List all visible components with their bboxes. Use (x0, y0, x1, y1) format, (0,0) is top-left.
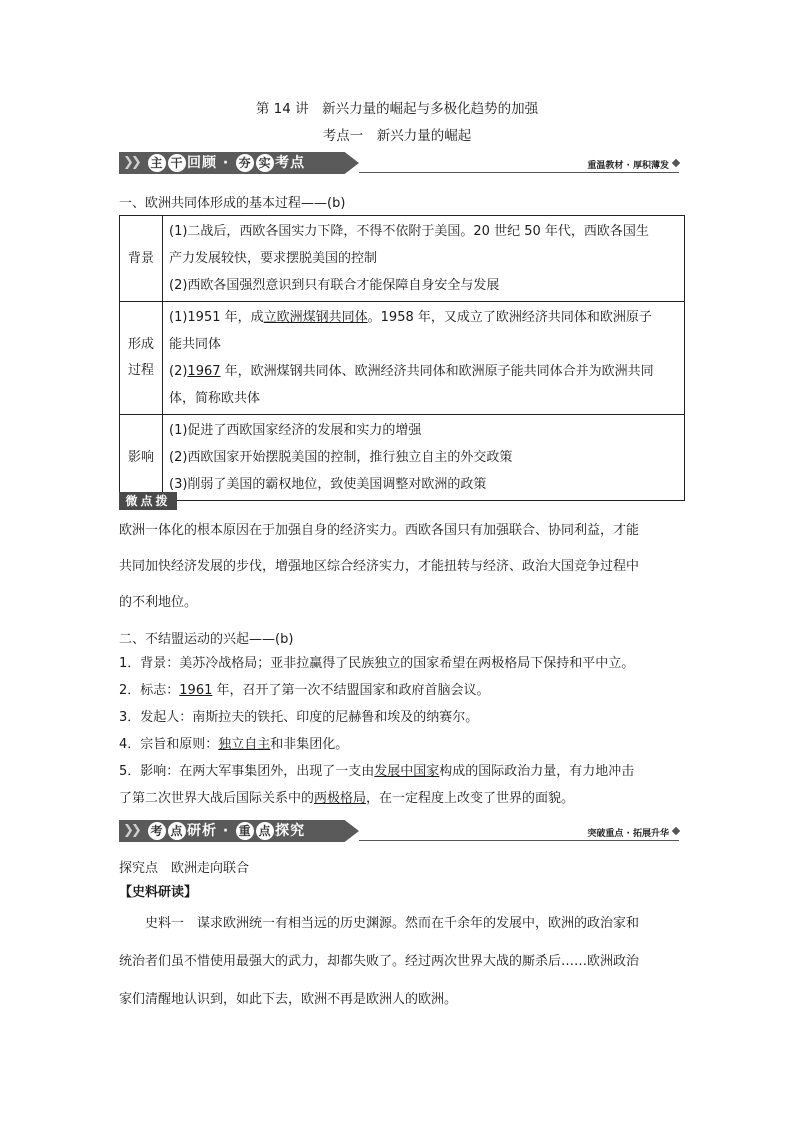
banner-badge: 实 (256, 154, 274, 172)
explore-topic: 探究点 欧洲走向联合 (119, 861, 250, 876)
row-line: 能共同体 (169, 337, 222, 352)
text-part: 构成的国际政治力量，有力地冲击 (439, 764, 635, 779)
label-line: 过程 (127, 363, 154, 378)
list-item (119, 763, 689, 781)
text-part: (2) (169, 364, 188, 379)
banner-rule (359, 840, 679, 841)
source-reading-label: 【史料研读】 (119, 885, 198, 900)
text-part: 年，召开了第一次不结盟国家和政府首脑会议。 (212, 683, 490, 698)
row-label-impact: 影响 (120, 415, 163, 501)
underlined-text: 发展中国家 (374, 764, 440, 779)
row-line: (2)西欧各国强烈意识到只有联合才能保障自身安全与发展 (169, 278, 500, 293)
banner-slogan: 重温教材 · 厚积薄发 (587, 161, 669, 171)
tip-label: 微点拨 (119, 492, 177, 510)
para-line: 统治者们虽不惜使用最强大的武力，却都失败了。经过两次世界大战的厮杀后……欧洲政治 (119, 954, 640, 969)
text-part: 4．宗旨和原则： (119, 737, 219, 752)
table-row (120, 302, 685, 415)
row-line: 体，简称欧共体 (169, 391, 261, 406)
banner-text-part: 研析 (187, 823, 217, 839)
banner-badge: 考 (148, 822, 166, 840)
ec-formation-table (119, 215, 685, 501)
row-line (169, 358, 678, 385)
row-line (169, 304, 678, 331)
list-item (119, 736, 689, 754)
source-paragraph (119, 905, 679, 1019)
text-part: 。1958 年，又成立了欧洲经济共同体和欧洲原子 (367, 310, 652, 325)
row-line: (2)西欧国家开始摆脱美国的控制，推行独立自主的外交政策 (169, 450, 513, 465)
label-line: 形成 (127, 337, 154, 352)
para-line: 欧洲一体化的根本原因在于加强自身的经济实力。西欧各国只有加强联合、协同利益，才能 (119, 523, 640, 538)
table-row (120, 216, 685, 302)
banner-text-part: 考点 (275, 155, 306, 171)
section-heading-nam: 二、不结盟运动的兴起——(b) (119, 632, 294, 647)
row-content (163, 216, 685, 302)
banner-badge: 点 (256, 822, 274, 840)
para-line: 史料一 谋求欧洲统一有相当远的历史渊源。然而在千余年的发展中，欧洲的政治家和 (145, 916, 640, 931)
text-part: 年，欧洲煤钢共同体、欧洲经济共同体和欧洲原子能共同体合并为欧洲共同 (220, 364, 654, 379)
underlined-text: 1961 (179, 683, 213, 698)
text-part: 了第二次世界大战后国际关系中的 (119, 791, 315, 806)
chevron-right-icon: ❯❯ (123, 155, 139, 170)
text-part: 和非集团化。 (270, 737, 349, 752)
banner-dot: · (222, 155, 230, 171)
banner-title (147, 820, 305, 842)
row-line: (1)二战后，西欧各国实力下降，不得不依附于美国。20 世纪 50 年代，西欧各国生 (169, 224, 649, 239)
text-part: 5．影响：在两大军事集团外，出现了一支由 (119, 764, 375, 779)
banner-title (147, 152, 305, 174)
page-title: 第 14 讲 新兴力量的崛起与多极化趋势的加强 (255, 101, 539, 117)
banner-badge: 重 (236, 822, 254, 840)
list-item: 1．背景：美苏冷战格局；亚非拉赢得了民族独立的国家希望在两极格局下保持和平中立。 (119, 656, 635, 671)
page-subtitle: 考点一 新兴力量的崛起 (322, 128, 472, 144)
banner-dot: · (222, 823, 230, 839)
list-item: 3．发起人：南斯拉夫的铁托、印度的尼赫鲁和埃及的纳赛尔。 (119, 710, 479, 725)
banner-badge: 干 (168, 154, 186, 172)
list-item (119, 682, 689, 700)
banner-badge: 主 (148, 154, 166, 172)
banner-rule (359, 172, 679, 173)
row-content (163, 415, 685, 501)
banner-badge: 夯 (236, 154, 254, 172)
banner-text-part: 探究 (275, 823, 306, 839)
chevron-right-icon: ❯❯ (123, 823, 139, 838)
row-label-background: 背景 (120, 216, 163, 302)
para-line: 共同加快经济发展的步伐，增强地区综合经济实力，才能扭转与经济、政治大国竞争过程中 (119, 559, 640, 574)
text-part: (1)1951 年，成 (169, 310, 264, 325)
banner-slogan: 突破重点 · 拓展升华 (587, 829, 669, 839)
section-heading-ec: 一、欧洲共同体形成的基本过程——(b) (119, 196, 346, 211)
underlined-text: 两极格局 (314, 791, 367, 806)
banner-badge: 点 (168, 822, 186, 840)
para-line: 家们清醒地认识到，如此下去，欧洲不再是欧洲人的欧洲。 (119, 992, 458, 1007)
table-row (120, 415, 685, 501)
underlined-text: 立欧洲煤钢共同体 (263, 310, 368, 325)
row-line: (3)削弱了美国的霸权地位，致使美国调整对欧洲的政策 (169, 477, 487, 492)
tip-paragraph (119, 513, 679, 621)
section-banner-analysis (119, 820, 679, 842)
diamond-icon (672, 827, 680, 835)
text-part: 2．标志： (119, 683, 180, 698)
list-item-continued (119, 790, 689, 808)
underlined-text: 1967 (187, 364, 221, 379)
para-line: 的不利地位。 (119, 595, 198, 610)
row-line: (1)促进了西欧国家经济的发展和实力的增强 (169, 423, 422, 438)
row-line: 产力发展较快，要求摆脱美国的控制 (169, 251, 378, 266)
banner-text-part: 回顾 (187, 155, 217, 171)
text-part: ，在一定程度上改变了世界的面貌。 (366, 791, 575, 806)
underlined-text: 独立自主 (218, 737, 271, 752)
section-banner-review (119, 152, 679, 174)
row-label-process (120, 302, 163, 415)
row-content (163, 302, 685, 415)
diamond-icon (672, 159, 680, 167)
